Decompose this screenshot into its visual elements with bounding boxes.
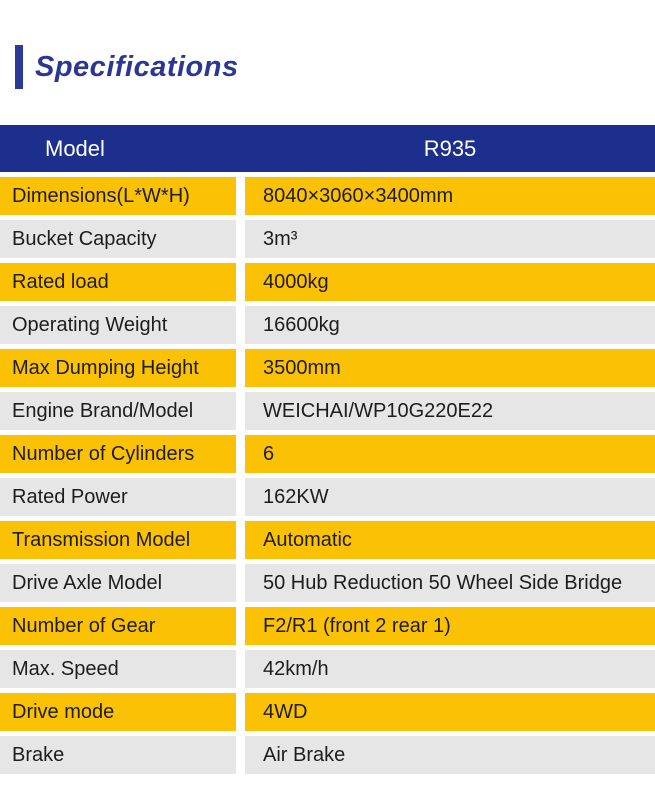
spec-value: WEICHAI/WP10G220E22 — [245, 392, 655, 430]
spec-label: Rated load — [0, 263, 236, 301]
row-drive-axle-model — [0, 564, 655, 602]
spec-label: Number of Cylinders — [0, 435, 236, 473]
spec-label: Max Dumping Height — [0, 349, 236, 387]
spec-label: Rated Power — [0, 478, 236, 516]
spec-value: 4000kg — [245, 263, 655, 301]
spec-label: Max. Speed — [0, 650, 236, 688]
section-title — [15, 45, 239, 89]
spec-label: Brake — [0, 736, 236, 774]
title-accent-bar — [15, 45, 23, 89]
header-model-value: R935 — [423, 135, 477, 161]
spec-label: Drive Axle Model — [0, 564, 236, 602]
spec-label: Engine Brand/Model — [0, 392, 236, 430]
spec-value: Automatic — [245, 521, 655, 559]
spec-label: Dimensions(L*W*H) — [0, 177, 236, 215]
spec-value: 42km/h — [245, 650, 655, 688]
spec-value: 50 Hub Reduction 50 Wheel Side Bridge — [245, 564, 655, 602]
row-engine-brand-model — [0, 392, 655, 430]
spec-value: 3m³ — [245, 220, 655, 258]
spec-value: 6 — [245, 435, 655, 473]
header-model-label: Model — [45, 135, 105, 161]
spec-label: Number of Gear — [0, 607, 236, 645]
spec-label: Drive mode — [0, 693, 236, 731]
row-max-speed — [0, 650, 655, 688]
row-transmission-model — [0, 521, 655, 559]
spec-value: 3500mm — [245, 349, 655, 387]
row-number-of-cylinders — [0, 435, 655, 473]
page-title: Specifications — [35, 50, 239, 83]
spec-value: 16600kg — [245, 306, 655, 344]
spec-value: 4WD — [245, 693, 655, 731]
row-rated-power — [0, 478, 655, 516]
row-operating-weight — [0, 306, 655, 344]
spec-value: Air Brake — [245, 736, 655, 774]
spec-value: 8040×3060×3400mm — [245, 177, 655, 215]
spec-label: Transmission Model — [0, 521, 236, 559]
row-drive-mode — [0, 693, 655, 731]
spec-value: 162KW — [245, 478, 655, 516]
row-number-of-gear — [0, 607, 655, 645]
table-header-row — [0, 125, 655, 172]
row-max-dumping-height — [0, 349, 655, 387]
spec-label: Bucket Capacity — [0, 220, 236, 258]
row-bucket-capacity — [0, 220, 655, 258]
row-brake — [0, 736, 655, 774]
spec-label: Operating Weight — [0, 306, 236, 344]
row-rated-load — [0, 263, 655, 301]
table-body — [0, 177, 655, 774]
row-dimensions — [0, 177, 655, 215]
spec-value: F2/R1 (front 2 rear 1) — [245, 607, 655, 645]
specifications-table — [0, 125, 655, 779]
